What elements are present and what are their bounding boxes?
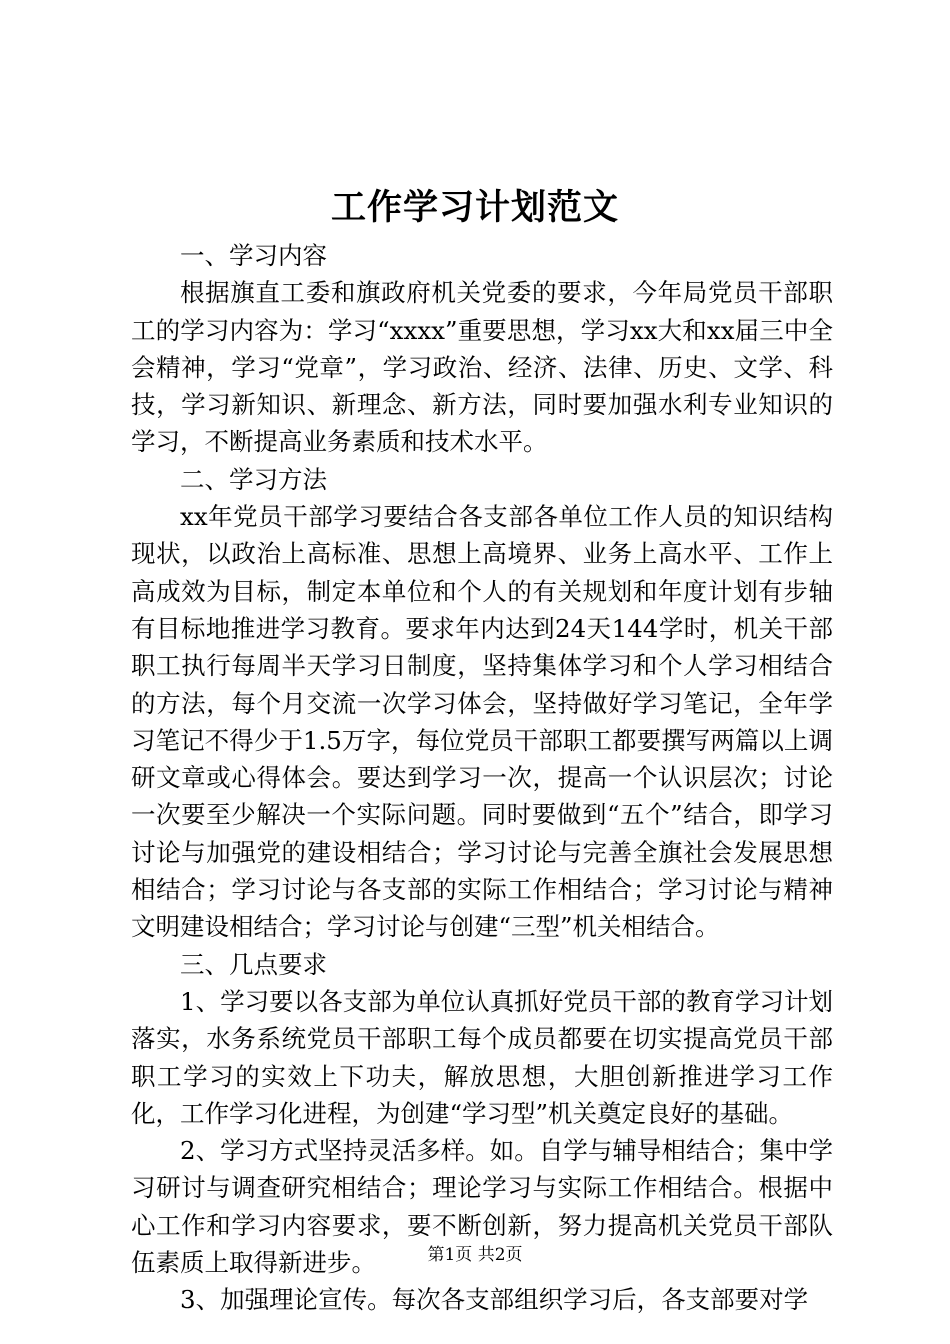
section-heading-content: 一、学习内容 [180, 241, 327, 270]
page-footer: 第1页 共2页 [427, 1245, 523, 1265]
document-body [131, 237, 833, 1319]
section-heading-requirements: 三、几点要求 [180, 949, 327, 979]
paragraph-requirement-3: 3、加强理论宣传。每次各支部组织学习后，各支部要对学 [180, 1285, 809, 1315]
paragraph-requirement-2: 2、学习方式坚持灵活多样。如。自学与辅导相结合；集中学习研讨与调查研究相结合；理论学习与实际工作相结合。根据中心工作和学习内容要求，要不断创新，努力提高机关党员干部队伍素质上取得新进步。 [131, 1136, 833, 1278]
paragraph-requirement-1: 1、学习要以各支部为单位认真抓好党员干部的教育学习计划落实，水务系统党员干部职工每个成员都要在切实提高党员干部职工学习的实效上下功夫，解放思想，大胆创新推进学习工作化，工作学习化进程，为创建“学习型”机关奠定良好的基础。 [131, 986, 833, 1128]
paragraph-method: xx年党员干部学习要结合各支部各单位工作人员的知识结构现状，以政治上高标准、思想上高境界、业务上高水平、工作上高成效为目标，制定本单位和个人的有关规划和年度计划有步轴有目标地推进学习教育。要求年内达到24天144学时，机关干部职工执行每周半天学习日制度，坚持集体学习和个人学习相结合的方法，每个月交流一次学习体会，坚持做好学习笔记，全年学习笔记不得少于1.5万字，每位党员干部职工都要撰写两篇以上调研文章或心得体会。要达到学习一次，提高一个认识层次；讨论一次要至少解决一个实际问题。同时要做到“五个”结合，即学习讨论与加强党的建设相结合；学习讨论与完善全旗社会发展思想相结合；学习讨论与各支部的实际工作相结合；学习讨论与精神文明建设相结合；学习讨论与创建“三型”机关相结合。 [131, 502, 833, 942]
document-title: 工作学习计划范文 [330, 187, 619, 228]
section-heading-method: 二、学习方法 [180, 464, 327, 494]
paragraph-content: 根据旗直工委和旗政府机关党委的要求，今年局党员干部职工的学习内容为：学习“xxxx”重要思想，学习xx大和xx届三中全会精神，学习“党章”，学习政治、经济、法律、历史、文学、科技，学习新知识、新理念、新方法，同时要加强水利专业知识的学习，不断提高业务素质和技术水平。 [131, 278, 833, 457]
